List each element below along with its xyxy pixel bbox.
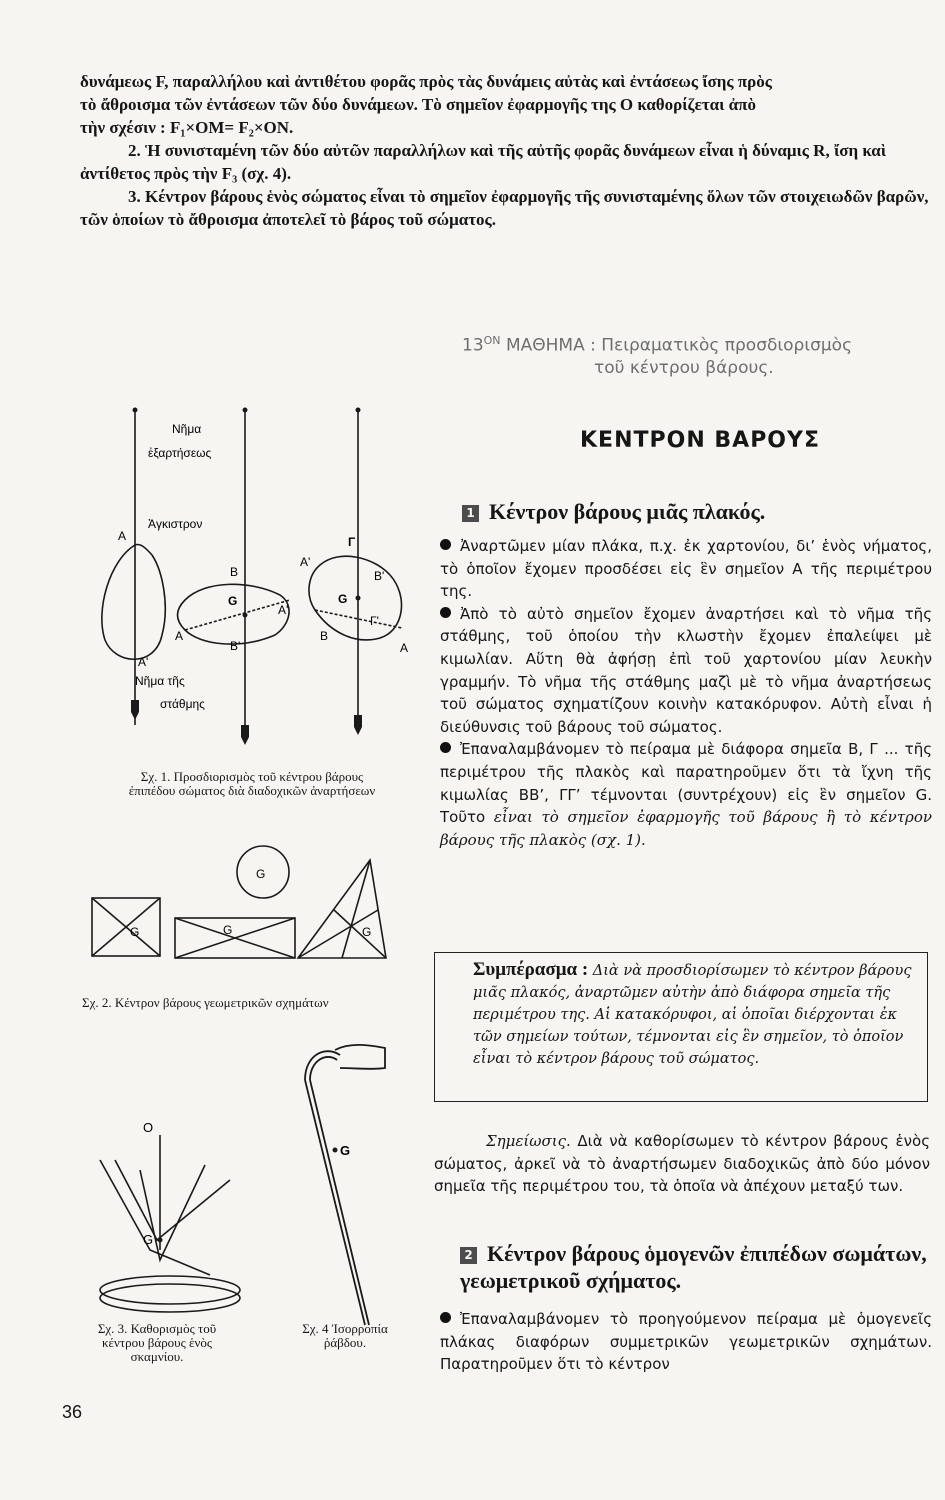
intro-line-1: δυνάμεως F, παραλλήλου καὶ ἀντιθέτου φορᾶς πρὸς τὰς δυνάμεις αὐτὰς καὶ ἐντάσεως ἴσης πρὸς xyxy=(80,72,772,91)
section-1-bullet-2: Ἀπὸ τὸ αὐτὸ σημεῖον ἔχομεν ἀναρτήσει καὶ τὸ νῆμα τῆς στάθμης, τοῦ ὁποίου τὴν κλωστὴν ἔχομεν ἐπαλείψει μὲ κιμωλίαν. Αὕτη θὰ ἀφήσῃ ἐπὶ τοῦ χαρτονίου μίαν λευκὴν γραμμήν. Τὸ νῆμα τῆς στάθμης μαζὶ μὲ τὸ νῆμα ἀναρτήσεως τοῦ σώματος σχηματίζουν κοινὴν κατακόρυφον. Αὐτὴ εἶναι ἡ διεύθυνσις τοῦ βάρους τοῦ σώματος. xyxy=(440,604,932,736)
fig1-point-B: B xyxy=(230,565,239,579)
fig1-point-B-prime: B' xyxy=(230,639,241,653)
figure-3-caption-line-2: κέντρου βάρους ἑνὸς xyxy=(101,1335,213,1350)
section-1-bullet-3-italic: εἶναι τὸ σημεῖον ἐφαρμογῆς τοῦ βάρους ἢ τὸ κέντρον βάρους τῆς πλακὸς (σχ. 1). xyxy=(440,808,932,849)
note-label: Σημείωσις. xyxy=(486,1132,571,1150)
lesson-word: ΜΑΘΗΜΑ xyxy=(505,335,585,356)
figure-1-caption-line-2: ἐπιπέδου σώματος διὰ διαδοχικῶν ἀναρτήσεων xyxy=(128,783,376,798)
figure-3-caption-line-1: Σχ. 3. Καθορισμὸς τοῦ xyxy=(97,1321,217,1336)
fig2-point-G-rect: G xyxy=(223,923,233,937)
fig3-point-G: G xyxy=(143,1232,154,1247)
fig1-point-Gamma-prime: Γ' xyxy=(370,614,379,628)
section-2-number: 2 xyxy=(460,1247,477,1264)
section-1-title: Κέντρον βάρους μιᾶς πλακός. xyxy=(489,499,766,524)
figure-4-rod xyxy=(285,1030,405,1330)
page-number: 36 xyxy=(62,1402,83,1422)
fig1-point-A-prime: A' xyxy=(138,655,149,669)
fig4-point-G: G xyxy=(340,1143,351,1158)
section-2-body xyxy=(440,1308,932,1376)
fig1-point-A-prime-3: A' xyxy=(300,555,311,569)
fig1-point-B: B xyxy=(320,629,329,643)
figure-1-caption xyxy=(82,770,422,798)
fig1-point-Gamma: Γ xyxy=(348,535,356,549)
intro-line-3: τὴν σχέσιν : F₁×OM= F₂×ON. xyxy=(80,118,294,137)
intro-paragraph-2: 2. Ἡ συνισταμένη τῶν δύο αὐτῶν παραλλήλων καὶ τῆς αὐτῆς φορᾶς δυνάμεων εἶναι ἡ δύναμις R, ἴση καὶ ἀντίθετος πρὸς τὴν F₃ (σχ. 4). xyxy=(80,141,887,183)
note-paragraph xyxy=(434,1130,930,1198)
fig2-point-G-square: G xyxy=(130,925,140,939)
note-text: Διὰ νὰ καθορίσωμεν τὸ κέντρον βάρους ἑνὸς σώματος, ἀρκεῖ νὰ τὸ ἀναρτήσωμεν διαδοχικῶς ἀπὸ δύο μόνον σημεῖα τῆς περιμέτρου του, τὰ ὁποῖα νὰ ἀπέχουν μεταξύ των. xyxy=(434,1132,930,1196)
section-1-body xyxy=(440,535,932,851)
section-2-heading xyxy=(460,1240,932,1294)
fig1-label-thread-2: ἐξαρτήσεως xyxy=(148,446,212,460)
fig1-point-A-prime-2: A' xyxy=(278,603,289,617)
fig1-label-plumb: Νῆμα τῆς xyxy=(135,674,185,688)
fig1-point-A-3: A xyxy=(400,641,409,655)
figure-4-caption xyxy=(275,1322,415,1350)
figure-2-shapes xyxy=(90,832,400,962)
conclusion-box xyxy=(434,952,928,1102)
fig1-point-G-2: G xyxy=(338,592,348,606)
bullet-icon xyxy=(440,1312,451,1323)
conclusion-text: Διὰ νὰ προσδιορίσωμεν τὸ κέντρον βάρους μιᾶς πλακός, ἀναρτῶμεν αὐτὴν ἀπὸ διάφορα σημεῖα τῆς περιμέτρου της. Αἱ κατακόρυφοι, αἱ ὁποῖαι διέρχονται ἐκ τῶν σημείων τούτων, τέμνονται εἰς ἓν σημεῖον, τὸ ὁποῖον εἶναι τὸ κέντρον βάρους τοῦ σώματος. xyxy=(473,963,912,1067)
section-1-number: 1 xyxy=(462,505,479,522)
intro-line-2: τὸ ἄθροισμα τῶν ἐντάσεων τῶν δύο δυνάμεων. Τὸ σημεῖον ἐφαρμογῆς της O καθορίζεται ἀπὸ xyxy=(80,95,756,114)
figure-1-caption-line-1: Σχ. 1. Προσδιορισμὸς τοῦ κέντρου βάρους xyxy=(140,769,364,784)
section-2-title: Κέντρον βάρους ὁμογενῶν ἐπιπέδων σωμάτων, γεωμετρικοῦ σχήματος. xyxy=(460,1241,927,1293)
fig1-point-G: G xyxy=(228,594,238,608)
bullet-icon xyxy=(440,539,451,550)
lesson-title-2: τοῦ κέντρου βάρους. xyxy=(594,357,774,378)
fig2-point-G-triangle: G xyxy=(362,925,372,939)
fig2-point-G-circle: G xyxy=(256,867,266,881)
figure-2-caption: Σχ. 2. Κέντρον βάρους γεωμετρικῶν σχημάτων xyxy=(82,995,329,1010)
fig1-point-B-prime-2: B' xyxy=(374,569,385,583)
figure-4-caption-line-2: ῥάβδου. xyxy=(323,1335,367,1350)
lesson-title-1: : Πειραματικὸς προσδιορισμὸς xyxy=(590,335,853,356)
figure-1-suspension xyxy=(90,400,420,760)
bullet-icon xyxy=(440,742,451,753)
section-1-bullet-1: Ἀναρτῶμεν μίαν πλάκα, π.χ. ἐκ χαρτονίου, δι’ ἑνὸς νήματος, τὸ ὁποῖον ἔχομεν προσδέσει εἰς ἓν σημεῖον Α τῆς περιμέτρου της. xyxy=(440,537,932,601)
fig1-point-A-2: A xyxy=(175,629,184,643)
bullet-icon xyxy=(440,607,451,618)
lesson-number: 13 xyxy=(462,335,484,356)
section-2-bullet-1: Ἐπαναλαμβάνομεν τὸ προηγούμενον πείραμα μὲ ὁμογενεῖς πλάκας διαφόρων συμμετρικῶν γεωμετρικῶν σχημάτων. Παρατηροῦμεν ὅτι τὸ κέντρον xyxy=(440,1310,932,1374)
conclusion-label: Συμπέρασμα : xyxy=(473,959,589,980)
figure-3-caption xyxy=(72,1322,242,1364)
intro-paragraph-3: 3. Κέντρον βάρους ἑνὸς σώματος εἶναι τὸ σημεῖον ἐφαρμογῆς τῆς συνισταμένης ὅλων τῶν στοιχειωδῶν βαρῶν, τῶν ὁποίων τὸ ἄθροισμα ἀποτελεῖ τὸ βάρος τοῦ σώματος. xyxy=(80,187,929,229)
main-title: ΚΕΝΤΡΟΝ ΒΑΡΟΥΣ xyxy=(580,428,820,453)
fig1-point-A: A xyxy=(118,529,127,543)
fig1-label-hook: Ἀγκιστρον xyxy=(148,517,203,531)
fig1-label-thread: Νῆμα xyxy=(172,422,202,436)
fig1-label-plumb-2: στάθμης xyxy=(160,697,205,711)
figure-3-caption-line-3: σκαμνίου. xyxy=(130,1349,184,1364)
figure-4-caption-line-1: Σχ. 4 Ἰσορροπία xyxy=(302,1321,388,1336)
intro-text xyxy=(80,70,938,231)
section-1-heading xyxy=(462,498,765,525)
lesson-heading xyxy=(462,330,932,379)
lesson-number-suffix: ΟΝ xyxy=(483,334,501,347)
figure-3-stool xyxy=(85,1110,255,1320)
fig3-point-O: O xyxy=(143,1120,154,1135)
section-1-bullet-3: Ἐπαναλαμβάνομεν τὸ πείραμα μὲ διάφορα σημεῖα Β, Γ ... τῆς περιμέτρου τῆς πλακὸς καὶ παρατηροῦμεν ὅτι τὰ ἴχνη τῆς κιμωλίας ΒΒ’, ΓΓ’ τέμνονται (συντρέχουν) εἰς ἓν σημεῖον G. Τοῦτο xyxy=(440,740,932,827)
